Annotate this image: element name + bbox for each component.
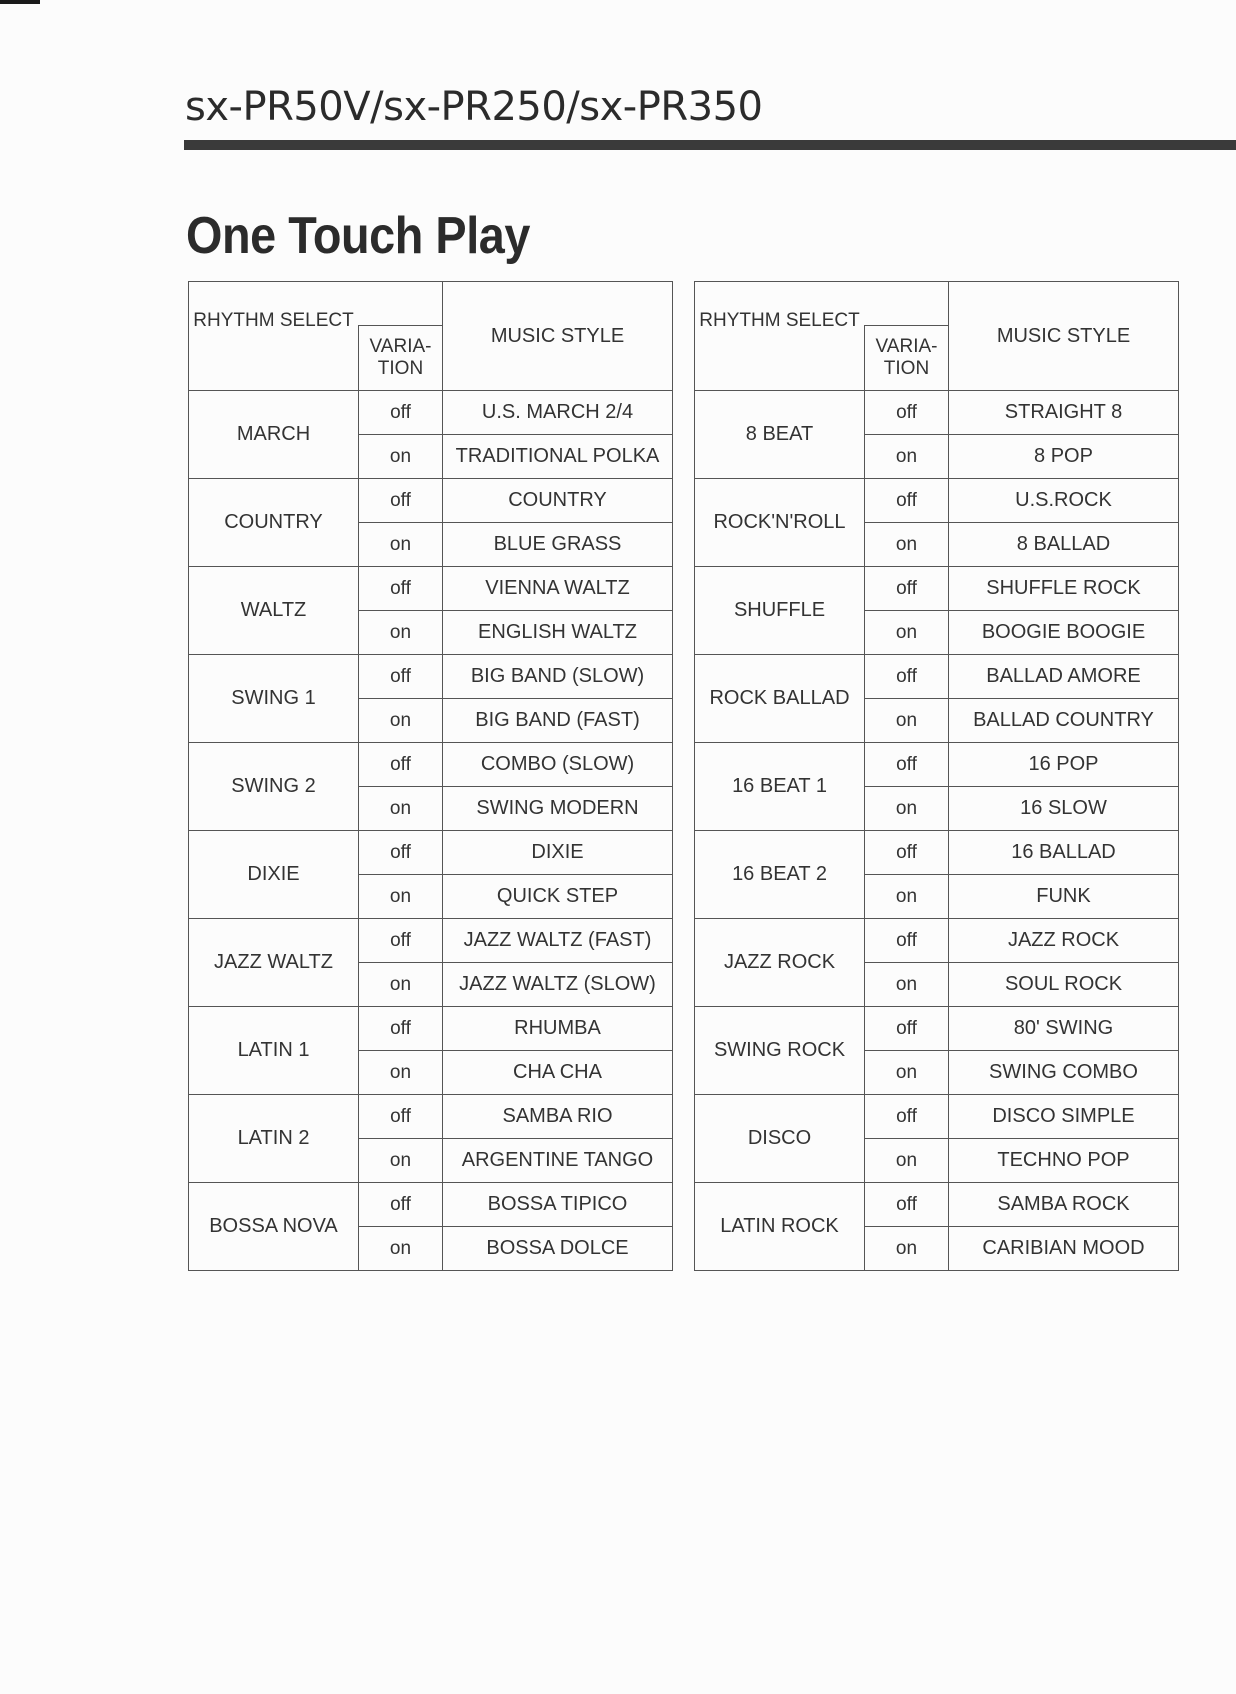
variation-on-cell: on xyxy=(865,1227,949,1271)
variation-off-cell: off xyxy=(865,1183,949,1227)
music-style-off-cell: JAZZ WALTZ (FAST) xyxy=(443,919,673,963)
header-rhythm-select: RHYTHM SELECT xyxy=(189,282,359,391)
variation-off-cell: off xyxy=(359,831,443,875)
table-row xyxy=(189,743,673,787)
table-row xyxy=(189,1183,673,1227)
music-style-off-cell: U.S. MARCH 2/4 xyxy=(443,391,673,435)
music-style-on-cell: 8 BALLAD xyxy=(949,523,1179,567)
variation-off-cell: off xyxy=(359,1095,443,1139)
table-row xyxy=(189,919,673,963)
music-style-on-cell: BLUE GRASS xyxy=(443,523,673,567)
variation-on-cell: on xyxy=(359,611,443,655)
rhythm-select-cell: SWING ROCK xyxy=(695,1007,865,1095)
music-style-on-cell: SWING MODERN xyxy=(443,787,673,831)
header-variation: VARIA- TION xyxy=(865,326,949,391)
music-style-on-cell: BOOGIE BOOGIE xyxy=(949,611,1179,655)
music-style-on-cell: JAZZ WALTZ (SLOW) xyxy=(443,963,673,1007)
rhythm-table-left xyxy=(188,281,673,1271)
variation-on-cell: on xyxy=(359,963,443,1007)
variation-on-cell: on xyxy=(865,963,949,1007)
model-number: sx-PR50V/sx-PR250/sx-PR350 xyxy=(185,84,763,130)
variation-off-cell: off xyxy=(359,391,443,435)
table-row xyxy=(189,655,673,699)
rhythm-select-cell: LATIN 1 xyxy=(189,1007,359,1095)
music-style-off-cell: SHUFFLE ROCK xyxy=(949,567,1179,611)
header-rhythm-select: RHYTHM SELECT xyxy=(695,282,865,391)
variation-on-cell: on xyxy=(359,699,443,743)
rhythm-select-cell: LATIN ROCK xyxy=(695,1183,865,1271)
music-style-on-cell: BALLAD COUNTRY xyxy=(949,699,1179,743)
music-style-off-cell: SAMBA ROCK xyxy=(949,1183,1179,1227)
table-row xyxy=(695,567,1179,611)
table-row xyxy=(695,391,1179,435)
table-row xyxy=(189,567,673,611)
variation-on-cell: on xyxy=(359,1051,443,1095)
variation-on-cell: on xyxy=(865,699,949,743)
table-row xyxy=(695,655,1179,699)
variation-off-cell: off xyxy=(865,743,949,787)
music-style-on-cell: CHA CHA xyxy=(443,1051,673,1095)
variation-off-cell: off xyxy=(865,1095,949,1139)
rhythm-select-cell: MARCH xyxy=(189,391,359,479)
rhythm-select-cell: 16 BEAT 1 xyxy=(695,743,865,831)
table-row xyxy=(695,919,1179,963)
music-style-off-cell: COMBO (SLOW) xyxy=(443,743,673,787)
table-row xyxy=(695,1007,1179,1051)
variation-on-cell: on xyxy=(865,1139,949,1183)
variation-off-cell: off xyxy=(359,743,443,787)
variation-off-cell: off xyxy=(865,655,949,699)
table-row xyxy=(695,479,1179,523)
table-row xyxy=(695,743,1179,787)
music-style-off-cell: RHUMBA xyxy=(443,1007,673,1051)
music-style-off-cell: 16 BALLAD xyxy=(949,831,1179,875)
variation-off-cell: off xyxy=(865,831,949,875)
rhythm-select-cell: 16 BEAT 2 xyxy=(695,831,865,919)
music-style-on-cell: ARGENTINE TANGO xyxy=(443,1139,673,1183)
variation-off-cell: off xyxy=(359,655,443,699)
music-style-off-cell: DISCO SIMPLE xyxy=(949,1095,1179,1139)
table-row xyxy=(189,479,673,523)
variation-on-cell: on xyxy=(359,787,443,831)
variation-off-cell: off xyxy=(359,919,443,963)
variation-off-cell: off xyxy=(865,1007,949,1051)
right-table-body xyxy=(695,391,1179,1271)
variation-off-cell: off xyxy=(359,567,443,611)
music-style-off-cell: SAMBA RIO xyxy=(443,1095,673,1139)
music-style-off-cell: JAZZ ROCK xyxy=(949,919,1179,963)
table-row xyxy=(189,831,673,875)
rhythm-select-cell: DISCO xyxy=(695,1095,865,1183)
variation-off-cell: off xyxy=(865,919,949,963)
table-row xyxy=(189,1095,673,1139)
music-style-on-cell: ENGLISH WALTZ xyxy=(443,611,673,655)
variation-on-cell: on xyxy=(865,1051,949,1095)
header-variation: VARIA- TION xyxy=(359,326,443,391)
table-row xyxy=(695,831,1179,875)
music-style-on-cell: TECHNO POP xyxy=(949,1139,1179,1183)
music-style-off-cell: 80' SWING xyxy=(949,1007,1179,1051)
music-style-off-cell: BIG BAND (SLOW) xyxy=(443,655,673,699)
rhythm-table-right xyxy=(694,281,1179,1271)
rhythm-select-cell: ROCK'N'ROLL xyxy=(695,479,865,567)
variation-on-cell: on xyxy=(359,1139,443,1183)
music-style-off-cell: BALLAD AMORE xyxy=(949,655,1179,699)
music-style-on-cell: CARIBIAN MOOD xyxy=(949,1227,1179,1271)
music-style-off-cell: STRAIGHT 8 xyxy=(949,391,1179,435)
variation-on-cell: on xyxy=(865,435,949,479)
music-style-on-cell: 16 SLOW xyxy=(949,787,1179,831)
rhythm-select-cell: DIXIE xyxy=(189,831,359,919)
music-style-on-cell: TRADITIONAL POLKA xyxy=(443,435,673,479)
rhythm-select-cell: COUNTRY xyxy=(189,479,359,567)
variation-on-cell: on xyxy=(359,523,443,567)
variation-off-cell: off xyxy=(359,479,443,523)
rhythm-select-cell: ROCK BALLAD xyxy=(695,655,865,743)
page-title: One Touch Play xyxy=(186,207,530,265)
music-style-on-cell: BIG BAND (FAST) xyxy=(443,699,673,743)
music-style-off-cell: COUNTRY xyxy=(443,479,673,523)
variation-on-cell: on xyxy=(865,523,949,567)
music-style-on-cell: 8 POP xyxy=(949,435,1179,479)
rhythm-select-cell: JAZZ WALTZ xyxy=(189,919,359,1007)
table-row xyxy=(695,1095,1179,1139)
header-rule xyxy=(184,140,1236,150)
header-music-style: MUSIC STYLE xyxy=(443,282,673,391)
rhythm-select-cell: SWING 2 xyxy=(189,743,359,831)
rhythm-select-cell: SWING 1 xyxy=(189,655,359,743)
variation-on-cell: on xyxy=(359,1227,443,1271)
table-row xyxy=(189,1007,673,1051)
rhythm-select-cell: LATIN 2 xyxy=(189,1095,359,1183)
variation-off-cell: off xyxy=(865,391,949,435)
music-style-on-cell: QUICK STEP xyxy=(443,875,673,919)
rhythm-select-cell: JAZZ ROCK xyxy=(695,919,865,1007)
rhythm-select-cell: 8 BEAT xyxy=(695,391,865,479)
music-style-off-cell: 16 POP xyxy=(949,743,1179,787)
music-style-on-cell: SWING COMBO xyxy=(949,1051,1179,1095)
variation-on-cell: on xyxy=(359,435,443,479)
music-style-off-cell: BOSSA TIPICO xyxy=(443,1183,673,1227)
variation-on-cell: on xyxy=(359,875,443,919)
variation-off-cell: off xyxy=(359,1183,443,1227)
rhythm-select-cell: WALTZ xyxy=(189,567,359,655)
music-style-on-cell: SOUL ROCK xyxy=(949,963,1179,1007)
music-style-on-cell: FUNK xyxy=(949,875,1179,919)
page-corner-mark xyxy=(0,0,40,4)
variation-off-cell: off xyxy=(359,1007,443,1051)
music-style-off-cell: DIXIE xyxy=(443,831,673,875)
variation-off-cell: off xyxy=(865,479,949,523)
music-style-on-cell: BOSSA DOLCE xyxy=(443,1227,673,1271)
header-music-style: MUSIC STYLE xyxy=(949,282,1179,391)
music-style-off-cell: U.S.ROCK xyxy=(949,479,1179,523)
left-table-body xyxy=(189,391,673,1271)
variation-on-cell: on xyxy=(865,875,949,919)
table-row xyxy=(695,1183,1179,1227)
variation-on-cell: on xyxy=(865,787,949,831)
table-row xyxy=(189,391,673,435)
music-style-off-cell: VIENNA WALTZ xyxy=(443,567,673,611)
variation-on-cell: on xyxy=(865,611,949,655)
variation-off-cell: off xyxy=(865,567,949,611)
rhythm-select-cell: SHUFFLE xyxy=(695,567,865,655)
rhythm-select-cell: BOSSA NOVA xyxy=(189,1183,359,1271)
